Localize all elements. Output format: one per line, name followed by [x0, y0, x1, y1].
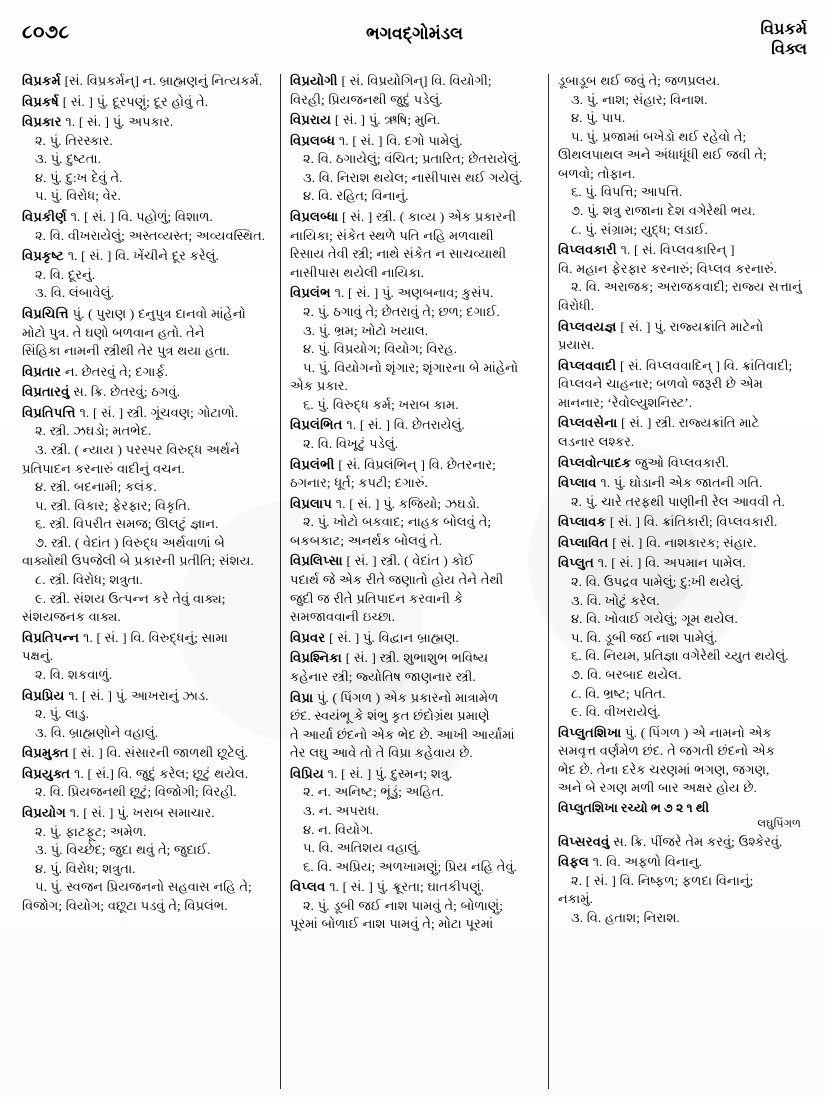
entry-sense-line: ૬. વિ. નિયમ, પ્રતિજ્ઞા વગેરેથી ચ્યુત થયેલું.: [571, 648, 789, 664]
entry-headword-line: વિપ્લવકારી ૧. [ સં. વિપ્લવકારિન્ ]: [558, 242, 735, 258]
headword: વિપ્લવયજ્ઞ: [558, 318, 617, 334]
headword: વિપ્રયોગી: [290, 73, 338, 88]
entry-sense-line: ૮. સ્ત્રી. વિરોધ; શત્રુતા.: [35, 572, 143, 588]
dictionary-entry: [22, 629, 271, 685]
entry-continuation-line: ડૂબાડૂબ થઈ જવું તે; જળપ્રલય.: [558, 73, 720, 88]
entry-headword-line: વિપ્રા પું. ( પિંગળ ) એક પ્રકારનો માત્રામેળ: [290, 689, 499, 705]
entry-continuation-line: નાયિકા; સંકેત સ્થળે પતિ નહિ મળવાથી: [290, 227, 494, 243]
entry-sense-line: ૪. પું. દુ:ખ દેવું તે.: [35, 169, 123, 185]
entry-headword-line: વિપ્રપ્રિય ૧. [ સં. ] પું. આખરાનું ઝાડ.: [22, 687, 209, 703]
dictionary-entry: [558, 318, 807, 355]
dictionary-entry: [22, 804, 271, 915]
dictionary-entry: [558, 414, 807, 451]
entry-continuation-line: પૂરમાં બોળાઈ નાશ પામવું તે; મોટા પૂરમાં: [290, 916, 494, 932]
headword: વિપ્રા: [290, 689, 314, 705]
headword: વિપ્રલિપ્સા: [290, 553, 343, 569]
entry-sense-line: ૩. પું. દુષ્ટતા.: [35, 151, 101, 167]
entry-continuation-line: તેર લઘુ આવે તો તે વિપ્રા કહેવાય છે.: [290, 745, 473, 761]
dictionary-entry: [558, 474, 807, 511]
entry-headword-line: વિપ્રકીર્ણ ૧. [ સં. ] વિ. પહોળું; વિશાળ.: [22, 209, 213, 225]
entry-sense-line: ૨. પું. ચારે તરફથી પાણીની રેલ આવવી તે.: [571, 493, 785, 509]
entry-sense-line: ૯. વિ. વીખરાયેલું.: [571, 704, 661, 720]
dictionary-entry: [290, 495, 539, 551]
headword: વિપ્રશ્નિકા: [290, 650, 342, 666]
dictionary-entry: [22, 305, 271, 361]
column-2: [281, 72, 548, 1089]
entry-headword-line: વિપ્રતારવું સ. ક્રિ. છેતરવું; ઠગવું.: [22, 384, 180, 400]
dictionary-title: ભગવદ્ગોમંડલ: [366, 24, 463, 43]
entry-sense-line: ૩. ન. અપરાધ.: [303, 802, 379, 818]
dictionary-entry: [558, 454, 807, 473]
guide-words: [760, 20, 807, 59]
verse-example-line: વિપ્લુતશિખા રચ્યો ભ ૭ ૨ ૧ થી: [558, 800, 710, 815]
entry-headword-line: વિપ્રલબ્ધ ૧. [ સં. ] વિ. દગો પામેલું.: [290, 132, 463, 148]
headword: વિપ્લવોત્પાદક: [558, 454, 632, 470]
dictionary-entry: [290, 284, 539, 414]
dictionary-entry: [558, 357, 807, 413]
dictionary-entry: [558, 554, 807, 721]
entry-continuation-line: પક્ષનું.: [22, 648, 54, 664]
entry-continuation-line: વિરોધી.: [558, 297, 595, 313]
entry-continuation-line: ઠગનાર; ધૂર્ત; કપટી; દગારું.: [290, 475, 428, 491]
entry-sense-line: ૪. વિ. રહિત; વિનાનું.: [303, 188, 409, 204]
headword: વિપ્રપ્રિય: [22, 687, 65, 703]
entry-sense-line: ૭. પું. શત્રુ રાજાના દેશ વગેરેથી ભય.: [571, 203, 756, 219]
entry-headword-line: વિપ્રમુક્ત [ સં. ] વિ. સંસારની જાળથી છૂટેલું.: [22, 745, 248, 761]
entry-sense-line: ૩. સ્ત્રી. ( ન્યાય ) પરસ્પર વિરુદ્ધ અર્થને: [35, 441, 240, 457]
entry-continuation-line: વિજોગ; વિયોગ; વછૂટા પડવું તે; વિપ્રલંભ.: [22, 897, 228, 913]
page-number: ૮૦૭૮: [22, 22, 70, 43]
headword: વિપ્લુત: [558, 555, 594, 571]
dictionary-entry: [558, 534, 807, 553]
entry-continuation-line: છંદ. સ્વયંભૂ કે શંભુ કૃત છંદોગ્રંથ પ્રમાણે: [290, 708, 490, 724]
entry-headword-line: વિપ્રવર [ સં. ] પું. વિદ્વાન બ્રાહ્મણ.: [290, 629, 459, 645]
entry-headword-line: વિપ્લાવક [ સં. ] વિ. ક્રાંતિકારી; વિપ્લવકારી.: [558, 514, 778, 530]
entry-sense-line: ૫. વિ. ડૂબી જઈ નાશ પામેલું.: [571, 629, 718, 645]
dictionary-entry: [22, 247, 271, 303]
entry-headword-line: વિપ્રકાર ૧. [ સં. ] પું. અપકાર.: [22, 114, 174, 130]
entry-sense-line: ૪. પું. વિરોધ; શત્રુતા.: [35, 860, 136, 876]
entry-continuation-line: નકામું.: [558, 891, 593, 907]
dictionary-entry: [290, 878, 539, 934]
entry-sense-line: ૫. પું. પ્રજામાં બખેડો થઈ રહેવો તે;: [571, 128, 747, 144]
entry-sense-line: ૯. સ્ત્રી. સંશય ઉત્પન્ન કરે તેવું વાક્ય;: [35, 590, 226, 606]
entry-continuation-line: અને બે રગણ મળી બાર અક્ષર હોય છે.: [558, 780, 757, 796]
entry-headword-line: વિપ્રકર્મ [સં. વિપ્રકર્મન્] ન. બ્રાહ્મણનું નિત્યકર્મ.: [22, 73, 263, 88]
headword: વિપ્લાવિત: [558, 534, 609, 550]
headword: વિફલ: [558, 854, 589, 870]
entry-sense-line: ૬. સ્ત્રી. વિપરીત સમજ; ઊલટું જ્ઞાન.: [35, 516, 219, 532]
entry-sense-line: ૨. પું. તિરસ્કાર.: [35, 132, 113, 148]
dictionary-entry: [290, 416, 539, 453]
headword: વિપ્લાવ: [558, 475, 597, 491]
guide-word-first: વિપ્રકર્મ: [760, 21, 807, 38]
headword: વિપ્રલબ્ધા: [290, 209, 339, 225]
entry-continuation-line: પ્રયાસ.: [558, 337, 595, 353]
entry-continuation-line: કહેનાર સ્ત્રી; જ્યોતિષ જાણનાર સ્ત્રી.: [290, 668, 476, 684]
entry-headword-line: વિપ્લવયજ્ઞ [ સં. ] પું. રાજ્યક્રાંતિ માટેનો: [558, 318, 764, 334]
entry-sense-line: ૮. વિ. ભ્રષ્ટ; પતિત.: [571, 685, 666, 701]
entry-continuation-line: ઊથલપાથલ અને અંધાધૂંધી થઈ જવી તે;: [558, 147, 767, 163]
headword: વિપ્રતિપત્તિ: [22, 404, 76, 420]
entry-sense-line: ૨. વિ. ઠગાયેલું; વંચિત; પ્રતારિત; છેતરાયેલું.: [303, 151, 521, 167]
entry-sense-line: ૫. વિ. અતિશય વહાલું.: [303, 840, 421, 856]
guide-word-last: વિક્લ: [771, 40, 807, 58]
dictionary-entry: [558, 833, 807, 852]
entry-sense-line: ૩. વિ. નિરાશ થયેલ; નાસીપાસ થઈ ગયેલું.: [303, 169, 523, 185]
entry-sense-line: ૨. વિ. વિખૂટું પડેલું.: [303, 435, 399, 451]
entry-sense-line: ૬. પું. વિપત્તિ; આપત્તિ.: [571, 184, 683, 200]
entry-sense-line: ૫. પું. વિરોધ; વેર.: [35, 188, 121, 204]
entry-continuation-line: સમજાવવાની ઇચ્છા.: [290, 609, 395, 625]
entry-continuation-line: સિંહિકા નામની સ્ત્રીથી તેર પુત્ર થયા હતા.: [22, 343, 230, 359]
entry-headword-line: વિપ્રલંભી [ સં. વિપ્રલંભિન્ ] વિ. છેતરનાર;: [290, 456, 496, 472]
dictionary-entry: [22, 744, 271, 763]
headword: વિપ્રિય: [290, 765, 324, 781]
entry-headword-line: વિપ્રશ્નિકા [ સં. ] સ્ત્રી. શુભાશુભ ભવિષ્ય: [290, 650, 489, 666]
headword: વિપ્રલંભી: [290, 456, 335, 472]
entry-sense-line: ૩. પું. ભ્રમ; ખોટો ખયાલ.: [303, 322, 429, 338]
dictionary-entry: [290, 456, 539, 493]
entry-headword-line: વિપ્રયોગ ૧. [ સં. ] પું. ખરાબ સમાચાર.: [22, 804, 215, 820]
headword: વિપ્રલંભિત: [290, 417, 343, 433]
headword: વિપ્લાવક: [558, 514, 607, 530]
dictionary-entry: [22, 208, 271, 245]
dictionary-entry: [290, 689, 539, 763]
entry-sense-line: ૭. સ્ત્રી. ( વેદાંત ) વિરુદ્ધ અર્થવાળાં બે: [35, 534, 225, 550]
entry-sense-line: ૨. પું. ફાટફૂટ; અમેળ.: [35, 823, 147, 839]
dictionary-entry: [558, 724, 807, 798]
entry-headword-line: વિપ્લાવિત [ સં. ] વિ. નાશકારક; સંહાર.: [558, 534, 757, 550]
dictionary-entry: [22, 404, 271, 627]
headword: વિપ્રકીર્ણ: [22, 209, 67, 225]
entry-sense-line: ૩. વિ. હતાશ; નિરાશ.: [571, 909, 680, 925]
entry-sense-line: ૩. પું. વિચ્છેદ; જુદા થવું તે; જુદાઈ.: [35, 842, 211, 858]
entry-sense-line: ૨. પું. ડૂબી જઈ નાશ પામવું તે; બોળાણું;: [303, 897, 503, 913]
entry-continuation-line: વિરહી; પ્રિયજનથી જુદું પડેલું.: [290, 91, 443, 107]
headword: વિપ્રતારવું: [22, 384, 70, 400]
dictionary-entry: [558, 853, 807, 927]
dictionary-entry: [290, 208, 539, 282]
entry-sense-line: ૨. વિ. શકવાળું.: [35, 666, 113, 682]
entry-sense-line: ૨. વિ. અરાજક; અરાજકવાદી; રાજ્ય સત્તાનું: [571, 279, 802, 295]
dictionary-entry: [290, 111, 539, 130]
entry-headword-line: વિપ્રલાપ ૧. [ સં. ] પું. કજિયો; ઝઘડો.: [290, 495, 480, 511]
headword: વિપ્રતિપન્ન: [22, 629, 80, 645]
entry-continuation-line: વાક્યોથી ઉપજેલી બે પ્રકારની પ્રતીતિ; સંશય.: [22, 553, 254, 569]
headword: વિપ્રકર્ષ: [22, 93, 59, 109]
entry-headword-line: વિપ્સરવવું સ. ક્રિ. પીંજરે તેમ કરવું; ઉશ્કેરવું.: [558, 833, 783, 849]
column-container: [20, 72, 809, 1089]
entry-sense-line: ૩. પું. નાશ; સંહાર; વિનાશ.: [571, 91, 708, 107]
entry-headword-line: વિપ્રતિપત્તિ ૧. [ સં. ] સ્ત્રી. ગૂંચવણ; ગોટાળો.: [22, 404, 239, 420]
entry-sense-line: ૫. પું. વિયોગનો શૃંગાર; શૃંગારના બે માંહેનો: [303, 359, 519, 375]
column-3: [549, 72, 809, 1089]
entry-sense-line: ૬. પું. વિરુદ્ધ કર્મ; ખરાબ કામ.: [303, 396, 459, 412]
entry-sense-line: ૨. ન. અનિષ્ટ; ભૂંડું; અહિત.: [303, 784, 444, 800]
entry-sense-line: ૪. પું. વિપ્રયોગ; વિયોગ; વિરહ.: [303, 341, 457, 357]
headword: વિપ્લવકારી: [558, 242, 617, 258]
entry-sense-line: ૩. વિ. બ્રાહ્મણોને વહાલું.: [35, 724, 159, 740]
entry-headword-line: વિપ્રલબ્ધા [ સં. ] સ્ત્રી. ( કાવ્ય ) એક પ્રકારની: [290, 209, 517, 225]
entry-headword-line: વિપ્રરાય [ સં. ] પું. ઋષિ; મુનિ.: [290, 112, 440, 128]
entry-headword-line: વિપ્લાવ ૧. પું. ઘોડાની એક જાતની ગતિ.: [558, 475, 763, 491]
entry-headword-line: વિપ્લવવાદી [ સં. વિપ્લવવાદિન્ ] વિ. ક્રાંતિવાદી;: [558, 357, 793, 373]
dictionary-entry: [290, 765, 539, 876]
entry-sense-line: ૨. પું. ખોટો બકવાદ; નાહક બોલવું તે;: [303, 514, 492, 530]
entry-headword-line: વિપ્લવ ૧. [ સં. ] પું. ક્રૂરતા; ઘાતકીપણું.: [290, 879, 485, 895]
entry-sense-line: ૨. પું. લાડુ.: [35, 706, 89, 722]
headword: વિપ્લવવાદી: [558, 357, 617, 373]
entry-continuation-line: સંશયજનક વાક્ય.: [22, 609, 121, 625]
dictionary-entry: [22, 113, 271, 206]
headword: વિપ્રમુક્ત: [22, 745, 69, 761]
entry-continuation-line: સમવૃત્ત વર્ણમેળ છંદ. તે જગતી છંદનો એક: [558, 743, 775, 759]
entry-sense-line: ૨. વિ. ઉપદ્રવ પામેલું; દુ:ખી થયેલું.: [571, 574, 744, 590]
headword: વિપ્રલંભ: [290, 285, 331, 301]
entry-headword-line: વિપ્રલંભ ૧. [ સં. ] પું. અણબનાવ; કુસંપ.: [290, 285, 494, 301]
entry-headword-line: વિપ્રકર્ષ [ સં. ] પું. દૂરપણું; દૂર હોવું તે.: [22, 93, 208, 109]
headword: વિપ્સરવવું: [558, 833, 610, 849]
entry-continuation-line: મોટો પુત્ર. તે ઘણો બળવાન હતો. તેને: [22, 324, 205, 340]
entry-sense-line: ૬. વિ. અપ્રિય; અળખામણું; પ્રિય નહિ તેવું.: [303, 858, 517, 874]
entry-headword-line: વિપ્રતાર ન. છેતરવું તે; દગાર્ફ.: [22, 363, 168, 379]
column-1: [20, 72, 280, 1089]
headword: વિપ્રલાપ: [290, 495, 333, 511]
entry-sense-line: ૪. સ્ત્રી. બદનામી; કલંક.: [35, 479, 157, 495]
entry-sense-line: ૭. વિ. બરબાદ થયેલ.: [571, 666, 682, 682]
entry-headword-line: વિપ્લવસેના [ સં. ] સ્ત્રી. રાજ્યક્રાંતિ માટે: [558, 415, 760, 431]
entry-headword-line: વિફલ ૧. વિ. અફળો વિનાનુ.: [558, 854, 702, 870]
entry-sense-line: ૪. પું. પાપ.: [571, 110, 626, 126]
dictionary-entry: [22, 363, 271, 382]
entry-continuation-line: તે આર્યા છંદનો એક ભેદ છે. આખી આર્યામાં: [290, 726, 515, 742]
dictionary-entry: [290, 649, 539, 686]
entry-sense-line: ૨. [ સં. ] વિ. નિષ્ફળ; ફળદા વિનાનું;: [571, 872, 754, 888]
entry-sense-line: ૫. સ્ત્રી. વિકાર; ફેરફાર; વિકૃતિ.: [35, 497, 191, 513]
entry-continuation-line: જુદી જ રીતે પ્રતિપાદન કરવાની કે: [290, 590, 463, 606]
dictionary-entry: [290, 629, 539, 648]
entry-headword-line: વિપ્રલિપ્સા [ સં. ] સ્ત્રી. ( વેદાંત ) કોઈ: [290, 553, 475, 569]
headword: વિપ્રરાય: [290, 112, 332, 128]
headword: વિપ્લવ: [290, 879, 326, 895]
verse-source-tag: લઘુપિંગળ: [757, 817, 801, 830]
headword: વિપ્રયોગ: [22, 804, 66, 820]
dictionary-entry: [558, 72, 807, 239]
dictionary-entry: [22, 72, 271, 91]
headword: વિપ્રલબ્ધ: [290, 132, 336, 148]
dictionary-entry: [290, 132, 539, 206]
entry-sense-line: ૩. વિ. લંબાવેલું.: [35, 285, 114, 301]
dictionary-entry: [558, 513, 807, 532]
headword: વિપ્રતાર: [22, 363, 62, 379]
dictionary-entry: [290, 72, 539, 109]
entry-sense-line: ૨. પું. ઠગાવું તે; છેતરાવું તે; છળ; દગાઈ.: [303, 303, 500, 319]
entry-headword-line: વિપ્રયોગી [ સં. વિપ્રયોગિન્] વિ. વિયોગી;: [290, 73, 492, 88]
entry-sense-line: ૨. વિ. વીખરાયેલું; અસ્તવ્યસ્ત; અવ્યવસ્થિત.: [35, 227, 266, 243]
entry-continuation-line: ભેદ છે. તેના દરેક ચરણમાં ભગણ, જગણ,: [558, 761, 770, 777]
entry-sense-line: ૩. વિ. ખોટું કરેલ.: [571, 592, 660, 608]
entry-sense-line: ૨. વિ. પ્રિયજનથી છૂટું; વિજોગી; વિરહી.: [35, 784, 237, 800]
entry-sense-line: ૮. પું. સંગ્રામ; યુદ્ધ; લડાઈ.: [571, 221, 708, 237]
dictionary-entry: [558, 241, 807, 315]
entry-sense-line: ૪. વિ. ખોવાઈ ગયેલું; ગૂમ થયેલ.: [571, 611, 738, 627]
entry-headword-line: વિપ્લવોત્પાદક જુઓ વિપ્લવકારી.: [558, 454, 729, 470]
entry-continuation-line: લડનાર લશ્કર.: [558, 433, 635, 449]
entry-continuation-line: વિ. મહાન ફેરફાર કરનારું; વિપ્લવ કરનારું.: [558, 260, 777, 276]
entry-continuation-line: પદાર્થ જે એક રીતે જણાતો હોય તેને તેથી: [290, 572, 504, 588]
entry-headword-line: વિપ્રતિપન્ન ૧. [ સં. ] વિ. વિરુદ્ધનું; સામા: [22, 629, 228, 645]
dictionary-entry: [22, 383, 271, 402]
entry-continuation-line: નાસીપાસ થયેલી નાયિકા.: [290, 264, 424, 280]
page-header: [22, 14, 807, 70]
entry-headword-line: વિપ્રચિત્તિ પું. ( પુરાણ ) દનુપુત્ર દાનવો માંહેનો: [22, 305, 246, 321]
entry-headword-line: વિપ્રયુક્ત ૧. [ સં.] વિ. જુદું કરેલ; છૂટું થયેલ.: [22, 765, 249, 781]
entry-headword-line: વિપ્લુતશિખા પું. ( પિંગળ ) એ નામનો એક: [558, 724, 772, 740]
entry-continuation-line: એક પ્રકાર.: [290, 378, 348, 394]
entry-headword-line: વિપ્લુત ૧. [ સં. ] વિ. અપમાન પામેલ.: [558, 555, 746, 571]
entry-continuation-line: બકબકાટ; અનર્થક બોલવું તે.: [290, 532, 442, 548]
entry-sense-line: ૨. વિ. દૂરનું.: [35, 266, 96, 282]
entry-headword-line: વિપ્રિય ૧. [ સં. ] પું. દુસ્મન; શત્રુ.: [290, 765, 453, 781]
dictionary-entry: [22, 765, 271, 802]
entry-continuation-line: બળવો; તોફાન.: [558, 165, 636, 181]
entry-sense-line: ૫. પું. સ્વજન પ્રિયજનનો સહવાસ નહિ તે;: [35, 879, 252, 895]
entry-continuation-line: રિસાય તેવી સ્ત્રી; નાથે સંકેત ન સાચવ્યાથી: [290, 246, 507, 262]
dictionary-entry: [22, 93, 271, 112]
entry-continuation-line: માનનાર; ‘રેવોલ્યુશનિસ્ટ’.: [558, 394, 692, 410]
entry-continuation-line: વિપ્લવને ચાહનાર; બળવો જરૂરી છે એમ: [558, 376, 763, 392]
headword: વિપ્લુતશિખા: [558, 724, 622, 740]
headword: વિપ્લવસેના: [558, 415, 618, 431]
headword: વિપ્રકર્મ: [22, 73, 61, 88]
dictionary-entry: [22, 687, 271, 743]
headword: વિપ્રકાર: [22, 114, 62, 130]
entry-continuation-line: પ્રતિપાદન કરનારું વાદીનું વચન.: [22, 460, 185, 476]
headword: વિપ્રકૃષ્ટ: [22, 248, 64, 264]
headword: વિપ્રયુક્ત: [22, 765, 71, 781]
entry-headword-line: વિપ્રલંભિત ૧. [ સં. ] વિ. છેતરાયેલું.: [290, 417, 465, 433]
headword: વિપ્રવર: [290, 629, 326, 645]
dictionary-entry: [290, 552, 539, 626]
entry-sense-line: ૪. ન. વિયોગ.: [303, 821, 373, 837]
entry-headword-line: વિપ્રકૃષ્ટ ૧. [ સં. ] વિ. ખેંચીને દૂર કરેલું.: [22, 248, 219, 264]
entry-sense-line: ૨. સ્ત્રી. ઝઘડો; મતભેદ.: [35, 423, 152, 439]
headword: વિપ્રચિત્તિ: [22, 305, 69, 321]
